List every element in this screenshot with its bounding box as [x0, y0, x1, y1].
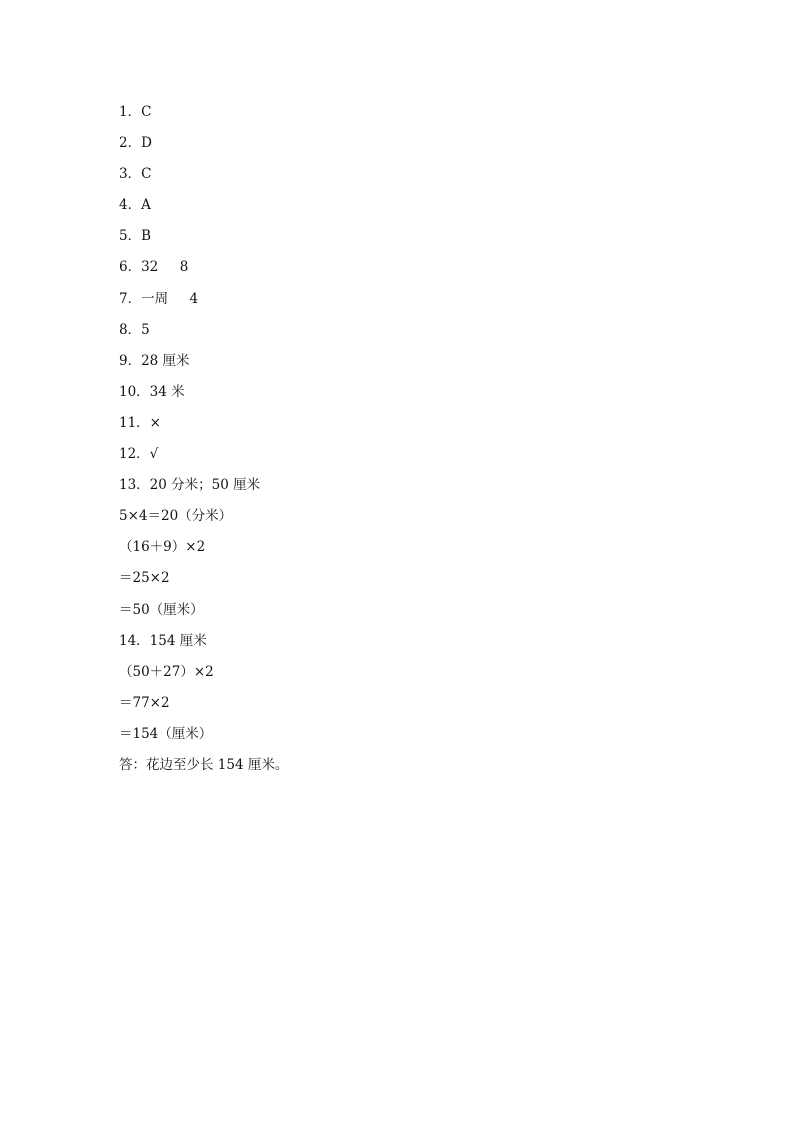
answer-line-11: 11．×	[119, 414, 161, 431]
answer-line-10: 10．34 米	[119, 383, 185, 400]
calc-line-14c: ＝154（厘米）	[119, 725, 213, 742]
answer-line-3: 3．C	[119, 166, 152, 183]
final-answer-line: 答：花边至少长 154 厘米。	[119, 756, 289, 773]
calc-line-14b: ＝77×2	[119, 694, 170, 711]
calc-line-14a: （50＋27）×2	[119, 663, 214, 680]
answer-line-1: 1．C	[119, 104, 152, 120]
answer-line-6: 6．32 8	[119, 259, 189, 276]
answer-line-7: 7．一周 4	[119, 290, 199, 307]
calc-line-13c: ＝25×2	[119, 570, 170, 587]
answer-line-8: 8．5	[119, 321, 150, 338]
answer-line-5: 5．B	[119, 228, 152, 245]
answer-list	[119, 101, 679, 785]
calc-line-13b: （16＋9）×2	[119, 539, 206, 556]
calc-line-13d: ＝50（厘米）	[119, 601, 204, 618]
answer-line-14: 14．154 厘米	[119, 632, 207, 649]
answer-line-2: 2．D	[119, 135, 152, 152]
answer-line-9: 9．28 厘米	[119, 352, 190, 369]
answer-line-12: 12．√	[119, 446, 159, 463]
answer-line-13: 13．20 分米；50 厘米	[119, 477, 261, 494]
calc-line-13a: 5×4＝20（分米）	[119, 508, 233, 525]
answer-line-4: 4．A	[119, 197, 151, 214]
